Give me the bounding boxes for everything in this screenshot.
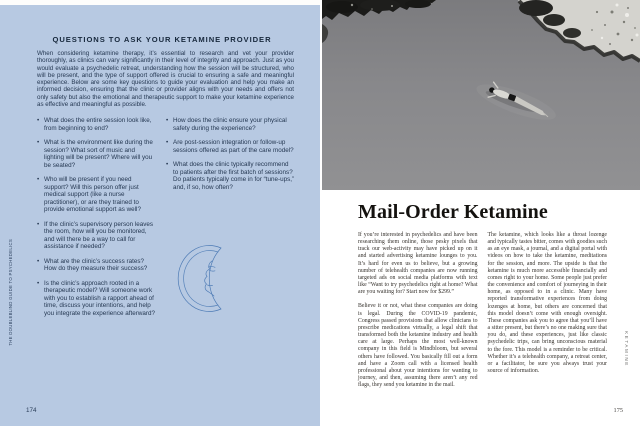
questions-columns	[37, 117, 295, 324]
body-paragraph: If you’re interested in psychedelics and have been researching them online, those pesky pixels that track our web-activity may have picked up on it and started advertising ketamine lounges to you. It’s hard for even us to believe, but a growing number of telehealth companies are now running targeted ads on social media platforms with text like “Want to try psychedelics right at home? What are you waiting for? Start now for $299.”	[358, 232, 478, 296]
right-page	[320, 0, 640, 426]
question-item: • What does the clinic typically recommend to patients after the first batch of sessions? Do patients typically come in for “tune-ups,” and, if so, how often?	[166, 161, 295, 191]
article-column-1	[358, 232, 478, 389]
right-page-number: 175	[613, 407, 623, 414]
right-spine-chapter-label: KETAMINE	[624, 331, 629, 367]
question-item: • What are the clinic’s success rates? How do they measure their success?	[37, 258, 155, 273]
question-item: • How does the clinic ensure your physical safety during the experience?	[166, 117, 295, 132]
question-item: • Are post-session integration or follow-up sessions offered as part of the care model?	[166, 139, 295, 154]
floating-person-photo	[322, 0, 640, 190]
article-title: Mail-Order Ketamine	[358, 201, 548, 223]
left-spine-book-title: THE DOUBLEBLIND GUIDE TO PSYCHEDELICS	[8, 239, 13, 346]
left-page	[0, 5, 320, 426]
question-item: • What is the environment like during the session? What sort of music and lighting will be present? Where will you be seated?	[37, 139, 155, 169]
body-paragraph: Believe it or not, what these companies are doing is legal. During the COVID-19 pandemic, Congress passed provisions that allow clinicians to prescribe medications virtually, a legal shift that transformed both the ketamine industry and health care at large. Perhaps the most well-known company in this field is Mindbloom, but several others have followed. You basically fill out a form and have a Zoom call with a licensed health professional about your intentions for wanting to journey, and then, assuming there aren’t any red flags, they send you ketamine in the mail.	[358, 303, 478, 389]
crescent-moon-icon	[175, 243, 235, 315]
article-column-2	[488, 232, 608, 389]
question-item: • Is the clinic’s approach rooted in a therapeutic model? Will someone work with you to establish a rapport ahead of time, discuss your intentions, and help you integrate the experience afterward?	[37, 280, 155, 318]
question-item: • What does the entire session look like, from beginning to end?	[37, 117, 155, 132]
left-page-number: 174	[26, 407, 37, 414]
body-paragraph: The ketamine, which looks like a throat lozenge and typically tastes bitter, comes with goodies such as an eye mask, a journal, and a digital portal with videos on how to take the ketamine, meditations for the session, and more. The upside is that the ketamine is much more accessible financially and comes right to your home. Some people just prefer the convenience and comfort of journeying in their home, as opposed to in a clinic. Many have reported transformative experiences from doing lozenges at home, but others are concerned that this model doesn’t come with enough oversight. These companies ask you to agree that you’ll have a sitter present, but there’s no one making sure that you do, and these experiences, just like classic psychedelic trips, can bring unconscious material to the fore. This model is a reminder to be critical. Whether it’s a telehealth company, a retreat center, or a facilitator, be sure you always trust your source of information.	[487, 232, 607, 374]
article-columns	[358, 232, 607, 389]
intro-paragraph: When considering ketamine therapy, it’s essential to research and vet your provider thoroughly, as clinics can vary significantly in their level of integrity and approach. Just as you would evaluate a psychedelic retreat, understanding how the session will be structured, who will be present, and the type of support offered is crucial to ensuring a safe and meaningful experience. Below are some key questions to guide your evaluation and help you make an informed decision, ensuring that the clinic or provider aligns with your needs and offers not only safety but also the emotional and therapeutic support to make your ketamine experience as effective and meaningful as possible.	[37, 50, 294, 109]
questions-column-1	[37, 117, 155, 324]
photo-illustration	[322, 0, 640, 190]
question-item: • Who will be present if you need support? Will this person offer just medical support (like a nurse practitioner), or are they trained to provide emotional support as well?	[37, 176, 155, 214]
left-page-heading: QUESTIONS TO ASK YOUR KETAMINE PROVIDER	[52, 35, 272, 44]
question-item: • If the clinic’s supervisory person leaves the room, how will you be monitored, and will there be a way to call for assistance if needed?	[37, 221, 155, 251]
